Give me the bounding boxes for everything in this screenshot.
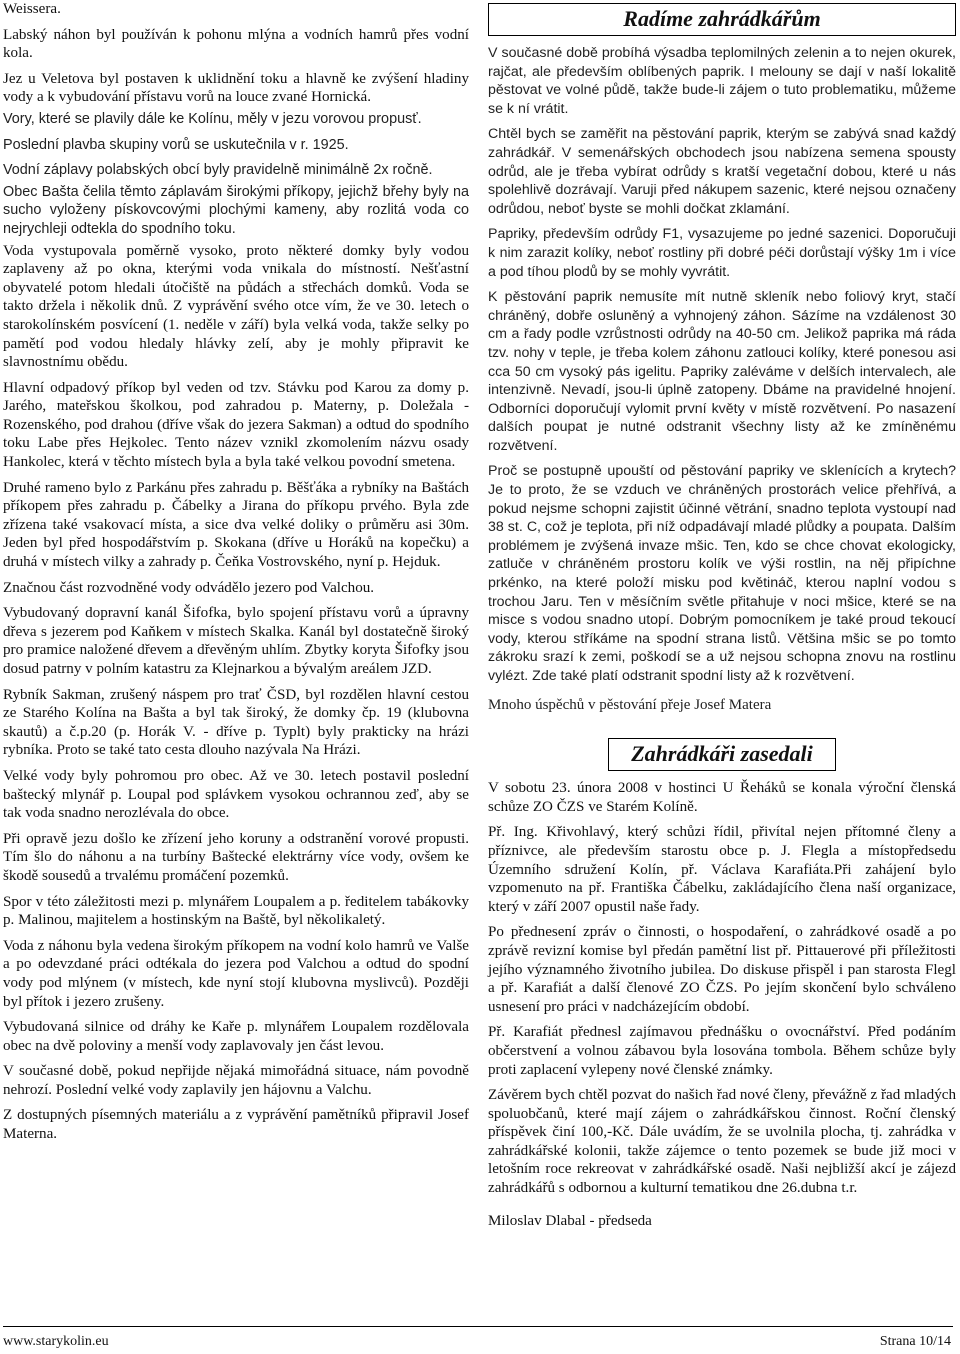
article-gardening-advice [488,44,956,714]
left-paragraph: Vybudovaný dopravní kanál Šifofka, bylo spojení přístavu vorů a úpravny dřeva s jezerem pod Kaňkem v místech Skalka. Kanál byl dostatečně široký pro pramice naložené dřevem a dřevěným uhlím. Zbytky koryta Šifofky jsou dosud patrny v polním katastru za Klejnarkou a bývalým areálem JZD. [3,605,469,677]
article2-paragraph: Př. Karafiát přednesl zajímavou přednášku o ovocnářství. Před podáním občerstvení a volnou zábavou byla losována tombola. Během schůze byly proti zaplacení vylepeny nové členské známky. [488,1024,956,1078]
article1-paragraph: V současné době probíhá výsadba teplomilných zelenin a to nejen okurek, rajčat, ale především oblíbených paprik. I melouny se dají v naší lokalitě pěstovat ve volné půdě, takže bude-li zájem o tuto problematiku, můžeme se k ní vrátit. [488,45,956,117]
article-gardeners-meeting [488,779,956,1197]
page-footer [3,1334,951,1352]
left-paragraph: Voda z náhonu byla vedena širokým příkopem na vodní kolo hamrů ve Valše a po odevzdané práci odtékala do jezera pod Valchou a odtud do spodní vody pod mlýnem (v místech, kde nyní stojí klubovna myslivců). Později byl přítok i jezero zrušeny. [3,937,469,1010]
left-paragraph: Spor v této záležitosti mezi p. mlynářem Loupalem a p. ředitelem tabákovky p. Malinou, majitelem a hostinským na Baště, byl několikaletý. [3,893,469,929]
footer-page-number: Strana 10/14 [879,1334,951,1349]
left-paragraph: Značnou část rozvodněné vody odvádělo jezero pod Valchou. [3,579,375,596]
article2-paragraph: Po přednesení zpráv o činnosti, o hospodaření, o zahrádkové osadě a po zprávě revizní komise byl předán pamětní list př. Pittauerové při příležitosti jejího významného životního jubilea. Do diskuse přispěl i pan starosta Flegl a př. Karafiát a další členové ZO ČZS. Po jejím skončení bylo schváleno usnesení pro práci v nadcházejícím období. [488,924,956,1015]
left-paragraph: Z dostupných písemných materiálu a z vyprávění pamětníků připravil Josef Materna. [3,1107,469,1143]
right-column [488,0,956,1237]
footer-divider [3,1326,953,1327]
left-column [3,0,469,1151]
article1-paragraph: K pěstování paprik nemusíte mít nutně skleník nebo foliový kryt, stačí chráněný, dobře osluněný a vyhnojený záhon. Sázíme na vzdálenost 30 cm a řady podle vzrůstnosti odrůdy na 40-50 cm. Jelikož paprika má ráda tzv. nohy v teple, je třeba kolem záhonu zatlouci kolíky, které ponesou asi cca 50 cm vysoký pás igelitu. Papriky zaléváme v delších intervalech, ale intenzivně. Nevadí, jsou-li úplně zatopeny. Dbáme na pravidelné hnojení. Odborníci doporučují vylomit první květy v místě rozvětvení. Po nasazení dalších poupat je nutné odstranit všechny listy až ke zmíněnému rozvětvení. [488,289,956,454]
article1-paragraph: Chtěl bych se zaměřit na pěstování paprik, kterým se zabývá snad každý zahrádkář. V semenářských obchodech jsou nabízena semena spousty odrůd, ale je třeba vybírat odrůdy s kratší vegetační dobou, které u nás spolehlivě dozrávají. Varuji před nákupem sazenic, které nejsou označeny odrůdou, neboť byste se mohli dočkat zklamání. [488,126,956,217]
article-heading-gardeners-meeting: Zahrádkáři zasedali [608,738,836,771]
left-paragraph: Voda vystupovala poměrně vysoko, proto některé domky byly vodou zaplaveny až po okna, kterými voda vnikala do místností. Nešťastní obyvatelé potom hledali útočiště na půdách a střechách domků. Voda se takto držela i několik dnů. Z vyprávění svého otce vím, že ve 30. letech o starokolínském posvícení (1. neděle v září) byla velká voda, takže selky po pamětí pod vodou hledaly hlávky zelí, aby je mohly připravit ke slavnostnímu obědu. [3,242,469,371]
left-paragraph: Obec Bašta čelila těmto záplavám širokými příkopy, jejichž břehy byly na sucho vyloženy pískovcovými plochými kameny, aby rozlitá voda co nejrychleji odtekla do spodního toku. [3,183,469,237]
article2-paragraph: Př. Ing. Křivohlavý, který schůzi řídil, přivítal nejen přítomné členy a příznivce, ale především starostu obce p. J. Flegla a místopředsedu Územního sdružení Kolín, př. Václava Karafiáta.Při zahájení bylo vzpomenuto na př. Františka Čábelku, zakládajícího člena naší organizace, který v září 2007 opustil naše řady. [488,824,956,915]
left-paragraph: V současné době, pokud nepřijde nějaká mimořádná situace, nám povodně nehrozí. Poslední velké vody zaplavily jen hájovnu a Valchu. [3,1063,469,1098]
article2-paragraph: V sobotu 23. února 2008 v hostinci U Řeháků se konala výroční členská schůze ZO ČZS ve Starém Kolíně. [488,780,956,815]
left-paragraph: Weissera. [3,1,61,17]
left-paragraph: Vodní záplavy polabských obcí byly pravidelně minimálně 2x ročně. [3,162,433,179]
left-paragraph: Jez u Veletova byl postaven k uklidnění toku a hlavně ke zvýšení hladiny vody a k vybudování přístavu vorů na louce zvané Hornická. [3,70,469,106]
left-paragraph: Při opravě jezu došlo ke zřízení jeho koruny a odstranění vorové propusti. Tím šlo do náhonu a na turbíny Baštecké elektrárny více vody, ovšem ke škodě sousedů a trvalému promáčení pozemků. [3,830,469,884]
left-paragraph: Poslední plavba skupiny vorů se uskutečnila v r. 1925. [3,136,349,153]
left-paragraph: Labský náhon byl používán k pohonu mlýna a vodních hamrů přes vodní kola. [3,26,469,62]
left-paragraph: Vybudovaná silnice od dráhy ke Kaře p. mlynářem Loupalem rozdělovala obec na dvě poloviny a menší vody zaplavovaly jen část levou. [3,1019,469,1054]
left-paragraph: Druhé rameno bylo z Parkánu přes zahradu p. Běšťáka a rybníky na Baštách příkopem přes zahradu p. Čábelky a Jirana do příkopu prvého. Byla zde zřízena také vsakovací místa, a sice dva velké doliky o průměru asi 30m. Jeden byl před hospodářstvím p. Skokana (dříve u Horáků na kopečku) a druhá v místech vilky a zahrady p. Čeňka Vostrovského, nyní p. Hejduk. [3,479,469,571]
left-paragraph: Velké vody byly pohromou pro obec. Až ve 30. letech postavil poslední baštecký mlynář p. Loupal pod splávkem vysokou ochrannou zeď, aby se tak voda snadno nerozlévala do obce. [3,767,469,822]
article-signature: Miloslav Dlabal - předseda [488,1212,652,1229]
article1-paragraph: Mnoho úspěchů v pěstování přeje Josef Matera [488,696,772,713]
left-paragraph: Hlavní odpadový příkop byl veden od tzv. Stávku pod Karou za domy p. Jarého, mateřskou školkou, pod zahradou p. Materny, p. Doležala - Rozenského, pod drahou (dříve však do jezera Sakman) a odtud do spodního toku Labe přes Hejkolec. Tento název vznikl zkomolením názvu osady Hankolec, která v těchto místech byla a byla také velkou povodní smetena. [3,379,469,471]
article1-paragraph: Papriky, především odrůdy F1, vysazujeme po jedné sazenici. Doporučuji k nim zarazit kolíky, neboť rostliny při dobré péči dorůstají výšky 1m i více a pod tíhou plodů by se mohly vyvrátit. [488,226,956,280]
footer-website-link[interactable]: www.starykolin.eu [3,1334,109,1349]
article2-paragraph: Závěrem bych chtěl pozvat do našich řad nové členy, převážně z řad mladých spoluobčanů, které mají zájem o zahrádkářskou činnost. Roční členský příspěvek činí 100,-Kč. Dále uvádím, že se uvolnila plocha, tj. zahrádka v zahrádkářské kolonii, takže zájemce o tento pozemek se bude již moci v letošním roce rekreovat v zahrádkářské osadě. Naši nejbližší akcí je zájezd zahrádkářů s odbornou a kulturní tematikou dne 26.dubna t.r. [488,1087,956,1197]
article1-paragraph: Proč se postupně upouští od pěstování papriky ve sklenících a krytech? Je to proto, že se vzduch ve chráněných prostorách velice přehřívá, a pokud nejsme schopni zajistit účinné větrání, snadno teplota vystoupí nad 38 st. C, což je teplota, při níž odpadávají mladé plůdky a poupata. Dalším problémem je zvýšená invaze mšic. Ten, kdo se chce chovat ekologicky, zatluče v chráněném prostoru kolík ve výši rostlin, na něj připíchne prkénko, na které položí misku pod květináč, kterou naplní vodou s trochou Jaru. Ten v měsíčním světle přitahuje v noci mšice, které se na misce s vodou snadno utopí. Dobrým pomocníkem je také proud tekoucí vody, kterou stříkáme na spodní strana listů. Většina mšic se po tomto zákroku srazí k zemi, poškodí se a už nejsou schopna znovu na rostlinu vylézt. Zde také platí odstranit spodní listy až k rozvětvení. [488,463,956,684]
left-paragraph: Rybník Sakman, zrušený náspem pro trať ČSD, byl rozdělen hlavní cestou ze Starého Kolína na Bašta a byl tak široký, že domky čp. 19 (klubovna skautů) a č.p.20 (p. Horák V. - dříve p. Typlt) byly prakticky na hrázi rybníka. Proto se také tato cesta dlouho nazývala Na Hrázi. [3,686,469,759]
article-heading-gardening-advice: Radíme zahrádkářům [488,3,956,36]
left-paragraph: Vory, které se plavily dále ke Kolínu, měly v jezu vorovou propusť. [3,110,422,127]
